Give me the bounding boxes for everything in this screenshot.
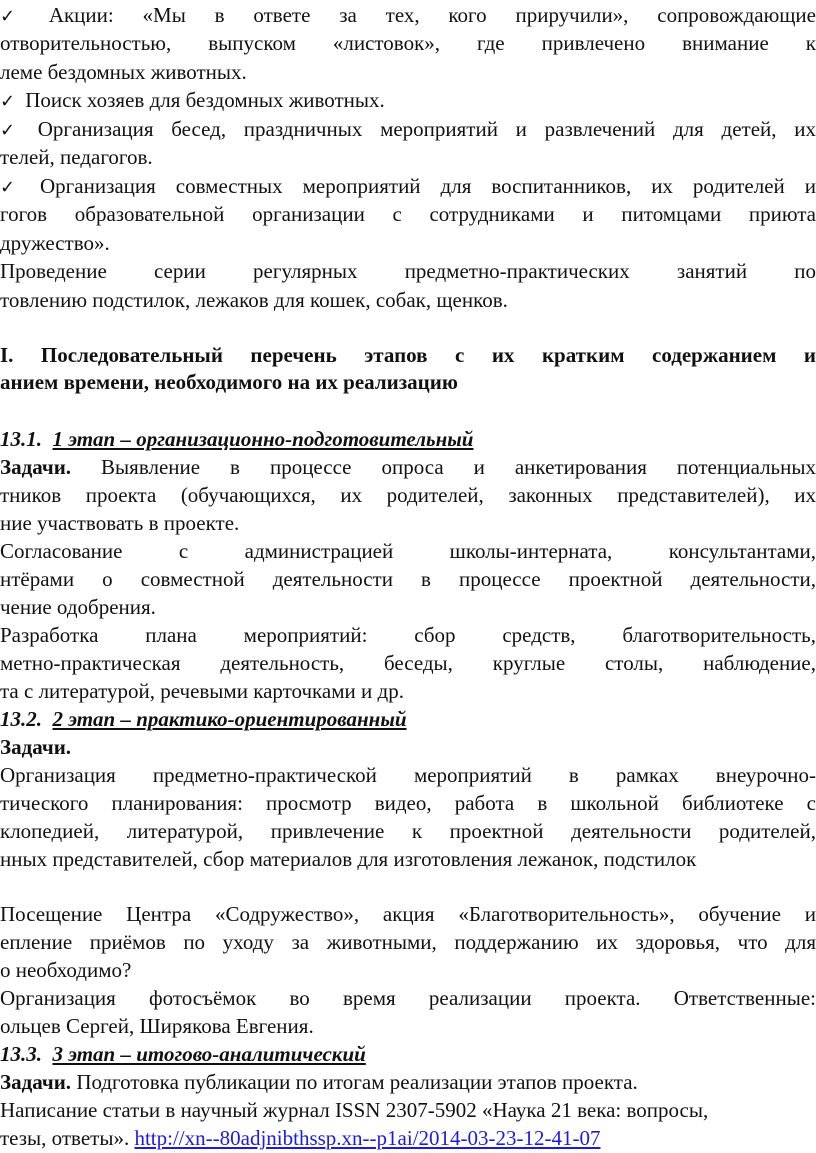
text-line: тезы, ответы». http://xn--80adjnibthssp.xn--p1ai/2014-03-23-12-41-07 bbox=[0, 1126, 601, 1150]
text-line: ✓ Организация совместных мероприятий для воспитанников, их родителей и bbox=[0, 172, 816, 200]
text-line: Проведение серии регулярных предметно-практических занятий по bbox=[0, 259, 816, 283]
text-line: леме бездомных животных. bbox=[0, 60, 247, 84]
text-line: Задачи. Выявление в процессе опроса и анкетирования потенциальных bbox=[0, 455, 816, 479]
text-line: Задачи. Подготовка публикации по итогам реализации этапов проекта. bbox=[0, 1070, 638, 1094]
stage-title: 1 этап – организационно-подготовительный bbox=[52, 427, 474, 451]
stage-number: 13.3. bbox=[0, 1042, 42, 1066]
text-line: Организация предметно-практической мероприятий в рамках внеурочно- bbox=[0, 763, 816, 787]
text-line: отворительностью, выпуском «листовок», где привлечено внимание к bbox=[0, 31, 816, 55]
text-line: Разработка плана мероприятий: сбор средств, благотворительность, bbox=[0, 623, 816, 647]
section-heading: анием времени, необходимого на их реализацию bbox=[0, 370, 458, 394]
text-line: тического планирования: просмотр видео, работа в школьной библиотеке с bbox=[0, 791, 816, 815]
tasks-label: Задачи. bbox=[0, 1070, 72, 1094]
text-line: Посещение Центра «Содружество», акция «Благотворительность», обучение и bbox=[0, 902, 816, 926]
text-line: тников проекта (обучающихся, их родителей, законных представителей), их bbox=[0, 483, 816, 507]
text-line: чение одобрения. bbox=[0, 595, 156, 619]
text-line: клопедией, литературой, привлечение к проектной деятельности родителей, bbox=[0, 819, 816, 843]
text-line: Организация фотосъёмок во время реализации проекта. Ответственные: bbox=[0, 986, 816, 1010]
text-line: ние участвовать в проекте. bbox=[0, 511, 240, 535]
stage-number: 13.2. bbox=[0, 707, 42, 731]
text-line: товлению подстилок, лежаков для кошек, собак, щенков. bbox=[0, 288, 508, 312]
text-line: гогов образовательной организации с сотрудниками и питомцами приюта bbox=[0, 202, 816, 226]
check-icon: ✓ bbox=[0, 6, 16, 27]
text-line: ольцев Сергей, Ширякова Евгения. bbox=[0, 1014, 314, 1038]
text-line: нтёрами о совместной деятельности в процессе проектной деятельности, bbox=[0, 567, 816, 591]
text-line: телей, педагогов. bbox=[0, 145, 153, 169]
text-line: нных представителей, сбор материалов для изготовления лежанок, подстилок bbox=[0, 847, 697, 871]
text-line: ✓ Акции: «Мы в ответе за тех, кого приручили», сопровождающие bbox=[0, 1, 816, 29]
stage-heading-1 bbox=[0, 425, 816, 453]
stage-number: 13.1. bbox=[0, 427, 42, 451]
section-heading: I. Последовательный перечень этапов с их кратким содержанием и bbox=[0, 343, 816, 367]
stage-title: 2 этап – практико-ориентированный bbox=[52, 707, 407, 731]
stage-title: 3 этап – итогово-аналитический bbox=[52, 1042, 366, 1066]
tasks-label: Задачи. bbox=[0, 735, 72, 759]
text-line: дружество». bbox=[0, 231, 110, 255]
text-line: метно-практическая деятельность, беседы, круглые столы, наблюдение, bbox=[0, 651, 816, 675]
stage-heading-2 bbox=[0, 705, 816, 733]
text-line: о необходимо? bbox=[0, 958, 132, 982]
text-line: епление приёмов по уходу за животными, поддержанию их здоровья, что для bbox=[0, 930, 816, 954]
check-icon: ✓ bbox=[0, 91, 16, 112]
text-line: та с литературой, речевыми карточками и др. bbox=[0, 679, 404, 703]
stage-heading-3 bbox=[0, 1040, 816, 1068]
text-line: ✓ Организация бесед, праздничных мероприятий и развлечений для детей, их bbox=[0, 115, 816, 143]
text-line: Написание статьи в научный журнал ISSN 2307-5902 «Наука 21 века: вопросы, bbox=[0, 1098, 709, 1122]
text-line: ✓ Поиск хозяев для бездомных животных. bbox=[0, 86, 816, 114]
check-icon: ✓ bbox=[0, 120, 16, 141]
tasks-label: Задачи. bbox=[0, 455, 72, 479]
check-icon: ✓ bbox=[0, 177, 16, 198]
text-line: Согласование с администрацией школы-интерната, консультантами, bbox=[0, 539, 816, 563]
journal-link[interactable]: http://xn--80adjnibthssp.xn--p1ai/2014-03-23-12-41-07 bbox=[134, 1126, 601, 1150]
